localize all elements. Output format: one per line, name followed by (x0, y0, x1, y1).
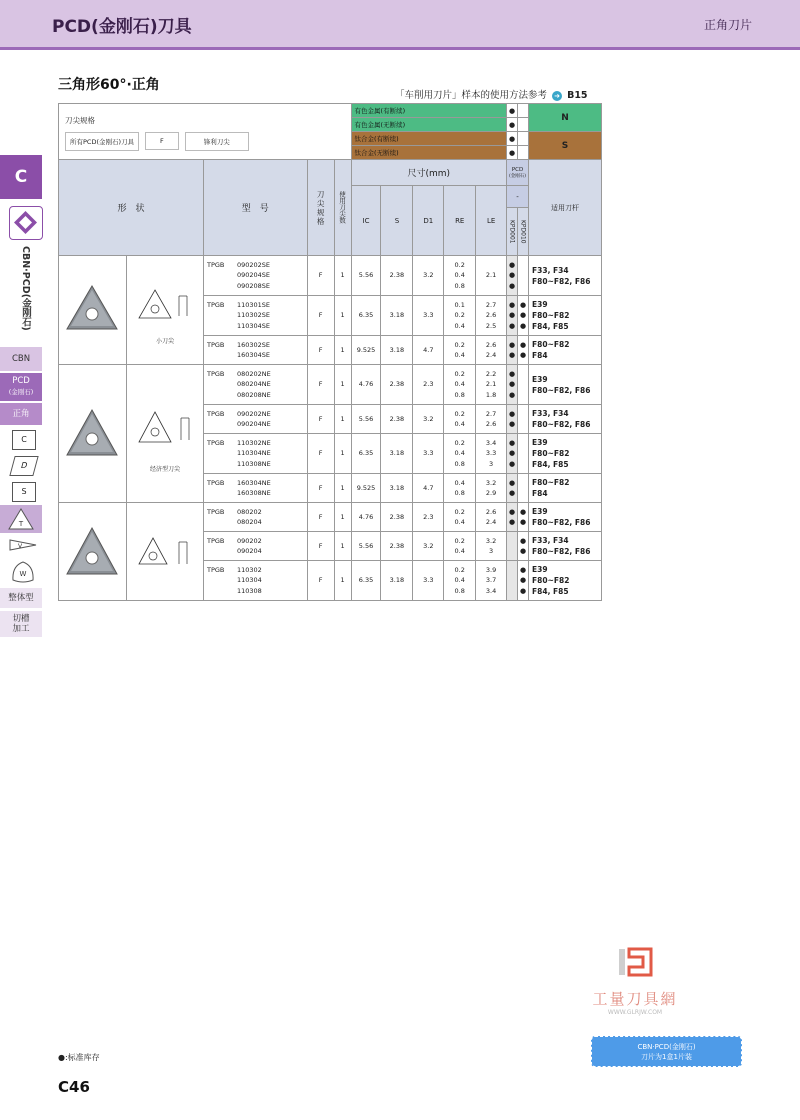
model-cell: TPGB 080202NE 080204NE 080208NE (203, 365, 307, 405)
insert-photo-2 (59, 365, 127, 503)
material-nonferrous-interrupted: 有色金属(有断续) (351, 104, 507, 118)
ic-cell: 5.56 (351, 256, 381, 296)
d1-cell: 4.7 (413, 474, 444, 503)
material-icon-empty (518, 146, 529, 160)
le-cell: 3.2 2.9 (476, 474, 507, 503)
edges-cell: 1 (334, 405, 351, 434)
shape-s-icon[interactable]: S (12, 482, 36, 502)
stock-kpd010 (518, 405, 529, 434)
d1-cell: 3.2 (413, 256, 444, 296)
edges-cell: 1 (334, 365, 351, 405)
model-cell: TPGB 110302 110304 110308 (203, 561, 307, 601)
re-cell: 0.2 0.4 (444, 503, 476, 532)
insert-drawing-2 (126, 365, 203, 503)
holder-cell: E39 F80~F82 F84, F85 (529, 296, 602, 336)
col-re: RE (444, 186, 476, 256)
triangle-t-icon (0, 505, 42, 533)
le-cell: 2.2 2.1 1.8 (476, 365, 507, 405)
material-icon-empty (518, 118, 529, 132)
page-number: C46 (58, 1078, 90, 1096)
tip-cell: F (307, 503, 334, 532)
tip-spec-box (59, 104, 352, 160)
re-cell: 0.2 0.4 (444, 532, 476, 561)
stock-kpd001: ● ● ● (507, 296, 518, 336)
reference-page[interactable]: B15 (567, 90, 588, 101)
col-tip-spec: 刀尖规格 (307, 160, 334, 256)
edges-cell: 1 (334, 532, 351, 561)
ic-cell: 9.525 (351, 336, 381, 365)
le-cell: 2.7 2.6 (476, 405, 507, 434)
col-holder: 适用刀杆 (529, 160, 602, 256)
packaging-line-1: CBN·PCD(金刚石) (637, 1043, 696, 1051)
material-class-n: N (529, 104, 602, 132)
arrow-right-icon: ➜ (552, 91, 562, 101)
material-icon: ● (507, 146, 518, 160)
tip-spec-desc: 锋利刀尖 (185, 132, 249, 151)
edges-cell: 1 (334, 474, 351, 503)
col-grade-dash: - (507, 186, 529, 208)
holder-cell: F80~F82 F84 (529, 474, 602, 503)
shape-w-icon[interactable] (10, 560, 36, 584)
ic-cell: 4.76 (351, 503, 381, 532)
sidebar-item-label: CBN (11, 354, 31, 364)
tip-cell: F (307, 561, 334, 601)
shape-c-icon[interactable]: C (12, 430, 36, 450)
model-cell: TPGB 160304NE 160308NE (203, 474, 307, 503)
re-cell: 0.2 0.4 (444, 405, 476, 434)
col-shape: 形 状 (59, 160, 204, 256)
stock-kpd001: ● ● (507, 336, 518, 365)
insert-drawing-3 (126, 503, 203, 601)
packaging-line-2: 刀片为1盒1片装 (641, 1053, 692, 1061)
ic-cell: 4.76 (351, 365, 381, 405)
svg-text:W: W (19, 570, 27, 578)
edges-cell: 1 (334, 503, 351, 532)
sidebar-item-sublabel: (金刚石) (8, 388, 34, 396)
re-cell: 0.4 0.8 (444, 474, 476, 503)
material-icon: ● (507, 104, 518, 118)
ic-cell: 6.35 (351, 296, 381, 336)
tip-cell: F (307, 405, 334, 434)
s-cell: 3.18 (381, 474, 413, 503)
holder-cell: F33, F34 F80~F82, F86 (529, 405, 602, 434)
re-cell: 0.2 0.4 0.8 (444, 561, 476, 601)
holder-cell: E39 F80~F82, F86 (529, 503, 602, 532)
col-dimensions: 尺寸(mm) (351, 160, 507, 186)
re-cell: 0.2 0.4 0.8 (444, 365, 476, 405)
stock-kpd010 (518, 474, 529, 503)
holder-cell: F33, F34 F80~F82, F86 (529, 532, 602, 561)
sidebar-item-positive[interactable] (0, 403, 42, 425)
le-cell: 3.4 3.3 3 (476, 434, 507, 474)
stock-kpd010 (518, 256, 529, 296)
stock-kpd001: ● ● ● (507, 365, 518, 405)
stock-kpd001: ● ● (507, 503, 518, 532)
model-cell: TPGB 090202NE 090204NE (203, 405, 307, 434)
material-icon-empty (518, 104, 529, 118)
page-header (0, 0, 800, 50)
insert-note: 小刀尖 (155, 337, 174, 345)
re-cell: 0.2 0.4 0.8 (444, 256, 476, 296)
tip-cell: F (307, 336, 334, 365)
edges-cell: 1 (334, 336, 351, 365)
watermark-url: WWW.GLRJW.COM (607, 1009, 663, 1016)
diamond-insert-icon (9, 206, 43, 240)
d1-cell: 3.3 (413, 296, 444, 336)
product-table (58, 103, 602, 601)
page-subtitle: 三角形60°·正角 (58, 77, 160, 93)
s-cell: 2.38 (381, 256, 413, 296)
d1-cell: 4.7 (413, 336, 444, 365)
d1-cell: 3.2 (413, 405, 444, 434)
stock-kpd010: ● ● (518, 532, 529, 561)
holder-cell: F80~F82 F84 (529, 336, 602, 365)
watermark-logo-icon (560, 945, 710, 988)
le-cell: 3.9 3.7 3.4 (476, 561, 507, 601)
sidebar-vertical-label: CBN·PCD(金刚石) (20, 246, 31, 331)
reference-text: 「车削用刀片」样本的使用方法参考 (395, 90, 548, 101)
holder-cell: E39 F80~F82, F86 (529, 365, 602, 405)
edges-cell: 1 (334, 561, 351, 601)
d1-cell: 2.3 (413, 365, 444, 405)
material-icon: ● (507, 118, 518, 132)
tip-cell: F (307, 532, 334, 561)
col-model: 型 号 (203, 160, 307, 256)
s-cell: 2.38 (381, 503, 413, 532)
stock-kpd001: ● ● ● (507, 256, 518, 296)
stock-kpd010 (518, 365, 529, 405)
re-cell: 0.2 0.4 0.8 (444, 434, 476, 474)
edges-cell: 1 (334, 434, 351, 474)
material-titanium-interrupted: 钛合金(有断续) (351, 132, 507, 146)
s-cell: 2.38 (381, 405, 413, 434)
section-letter-tab[interactable]: C (0, 155, 42, 199)
tip-spec-code: F (145, 132, 179, 150)
material-class-s: S (529, 132, 602, 160)
le-cell: 3.2 3 (476, 532, 507, 561)
material-nonferrous-continuous: 有色金属(无断续) (351, 118, 507, 132)
model-cell: TPGB 090202SE 090204SE 090208SE (203, 256, 307, 296)
col-ic: IC (351, 186, 381, 256)
ic-cell: 5.56 (351, 532, 381, 561)
d1-cell: 3.3 (413, 561, 444, 601)
insert-photo-1 (59, 256, 127, 365)
sidebar-item-pcd[interactable] (0, 373, 42, 401)
d1-cell: 2.3 (413, 503, 444, 532)
model-cell: TPGB 160302SE 160304SE (203, 336, 307, 365)
stock-kpd001: ● ● ● (507, 434, 518, 474)
sidebar-item-label: 正角 (12, 409, 30, 419)
packaging-note-box (591, 1036, 742, 1067)
sidebar-item-cbn[interactable] (0, 347, 42, 371)
re-cell: 0.2 0.4 (444, 336, 476, 365)
sidebar-item-label: 整体型 (8, 593, 34, 603)
d1-cell: 3.2 (413, 532, 444, 561)
stock-kpd001 (507, 561, 518, 601)
tip-cell: F (307, 365, 334, 405)
s-cell: 2.38 (381, 532, 413, 561)
col-le: LE (476, 186, 507, 256)
model-cell: TPGB 110301SE 110302SE 110304SE (203, 296, 307, 336)
s-cell: 3.18 (381, 296, 413, 336)
material-icon-empty (518, 132, 529, 146)
col-d1: D1 (413, 186, 444, 256)
material-icon: ● (507, 132, 518, 146)
le-cell: 2.1 (476, 256, 507, 296)
tip-cell: F (307, 256, 334, 296)
stock-kpd010: ● ● ● (518, 561, 529, 601)
tip-spec-title: 刀尖规格 (65, 115, 95, 125)
col-grade-kpd010: KPD010 (518, 208, 529, 256)
stock-kpd001: ● ● (507, 405, 518, 434)
insert-note: 经济型刀尖 (149, 466, 180, 473)
stock-kpd001 (507, 532, 518, 561)
le-cell: 2.6 2.4 (476, 336, 507, 365)
model-cell: TPGB 090202 090204 (203, 532, 307, 561)
re-cell: 0.1 0.2 0.4 (444, 296, 476, 336)
col-edges: 使用刀尖数 (334, 160, 351, 256)
tip-cell: F (307, 434, 334, 474)
s-cell: 2.38 (381, 365, 413, 405)
stock-legend: ●:标准库存 (58, 1053, 100, 1062)
material-titanium-continuous: 钛合金(无断续) (351, 146, 507, 160)
le-cell: 2.7 2.6 2.5 (476, 296, 507, 336)
edges-cell: 1 (334, 256, 351, 296)
stock-kpd010: ● ● (518, 503, 529, 532)
table-row (59, 256, 602, 296)
shape-v-icon[interactable] (8, 537, 38, 553)
stock-kpd010: ● ● (518, 336, 529, 365)
ic-cell: 9.525 (351, 474, 381, 503)
model-cell: TPGB 080202 080204 (203, 503, 307, 532)
tip-cell: F (307, 474, 334, 503)
sidebar-item-solid[interactable] (0, 588, 42, 608)
sidebar-item-sublabel: 加工 (12, 624, 30, 634)
watermark-text: 工量刀具網 (592, 990, 678, 1008)
d1-cell: 3.3 (413, 434, 444, 474)
le-cell: 2.6 2.4 (476, 503, 507, 532)
s-cell: 3.18 (381, 561, 413, 601)
edges-cell: 1 (334, 296, 351, 336)
tip-spec-row-label: 所有PCD(金刚石)刀具 (65, 132, 139, 151)
sidebar-item-label: 切槽 (12, 614, 30, 624)
stock-kpd001: ● ● (507, 474, 518, 503)
insert-photo-3 (59, 503, 127, 601)
tip-cell: F (307, 296, 334, 336)
sidebar-item-t-active[interactable] (0, 505, 42, 533)
svg-text:T: T (18, 520, 24, 528)
svg-text:V: V (18, 543, 23, 550)
sidebar-item-label: PCD (12, 376, 30, 386)
table-row (59, 365, 602, 405)
stock-kpd010: ● ● ● (518, 296, 529, 336)
holder-cell: E39 F80~F82 F84, F85 (529, 561, 602, 601)
sidebar-item-grooving[interactable] (0, 611, 42, 637)
header-right-label: 正角刀片 (703, 18, 752, 32)
col-s: S (381, 186, 413, 256)
insert-drawing-1 (126, 256, 203, 365)
table-row (59, 503, 602, 532)
s-cell: 3.18 (381, 336, 413, 365)
holder-cell: E39 F80~F82 F84, F85 (529, 434, 602, 474)
col-pcd: PCD (金刚石) (507, 160, 529, 186)
shape-d-icon[interactable]: D (9, 456, 38, 476)
s-cell: 3.18 (381, 434, 413, 474)
watermark (560, 945, 710, 1015)
stock-kpd010 (518, 434, 529, 474)
ic-cell: 5.56 (351, 405, 381, 434)
col-grade-kpd001: KPD001 (507, 208, 518, 256)
model-cell: TPGB 110302NE 110304NE 110308NE (203, 434, 307, 474)
ic-cell: 6.35 (351, 434, 381, 474)
holder-cell: F33, F34 F80~F82, F86 (529, 256, 602, 296)
ic-cell: 6.35 (351, 561, 381, 601)
reference-note (395, 87, 588, 101)
header-title: PCD(金刚石)刀具 (52, 17, 192, 37)
